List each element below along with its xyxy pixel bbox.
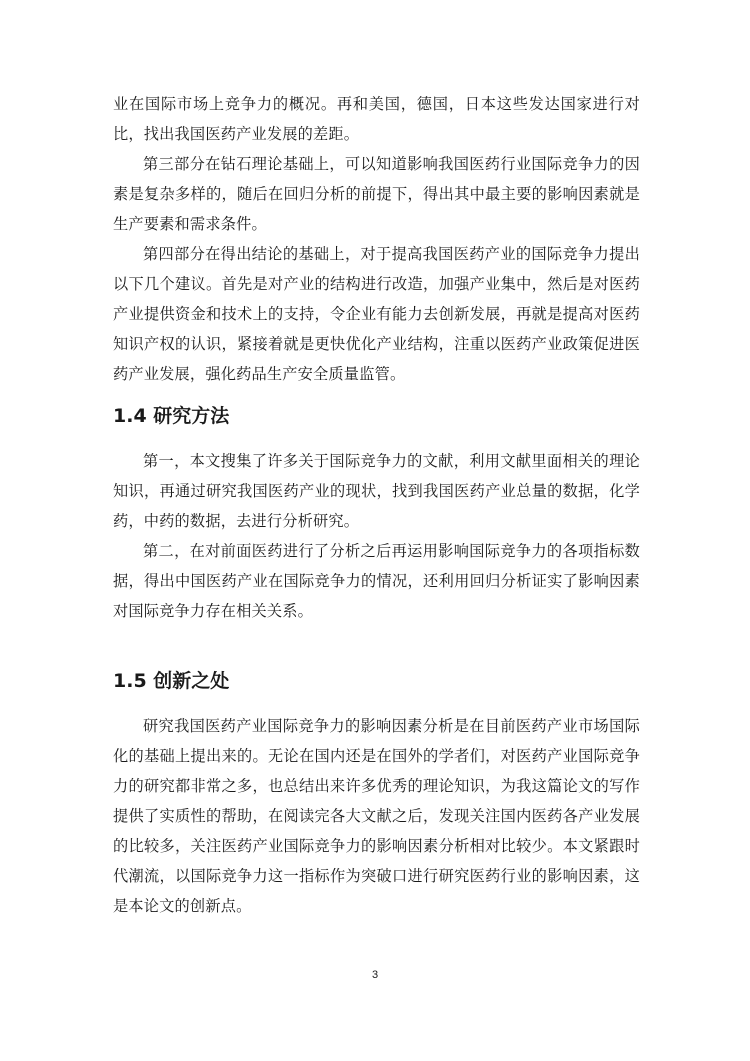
paragraph-part4-summary: 第四部分在得出结论的基础上，对于提高我国医药产业的国际竞争力提出以下几个建议。首先是对产业的结构进行改造，加强产业集中，然后是对医药产业提供资金和技术上的支持，令企业有能力去创新发展，再就是提高对医药知识产权的认识，紧接着就是更快优化产业结构，注重以医药产业政策促进医药产业发展，强化药品生产安全质量监管。	[113, 245, 640, 383]
page-number: 3	[371, 969, 379, 981]
paragraph-part3-summary: 第三部分在钻石理论基础上，可以知道影响我国医药行业国际竞争力的因素是复杂多样的，随后在回归分析的前提下，得出其中最主要的影响因素就是生产要素和需求条件。	[113, 155, 640, 233]
section-heading-innovation: 1.5 创新之处	[113, 670, 230, 692]
paragraph-method-two: 第二，在对前面医药进行了分析之后再运用影响国际竞争力的各项指标数据，得出中国医药产业在国际竞争力的情况，还利用回归分析证实了影响因素对国际竞争力存在相关关系。	[113, 542, 640, 620]
paragraph-part2-summary: 业在国际市场上竞争力的概况。再和美国，德国，日本这些发达国家进行对比，找出我国医药产业发展的差距。	[113, 95, 640, 143]
paragraph-method-one: 第一，本文搜集了许多关于国际竞争力的文献，利用文献里面相关的理论知识，再通过研究我国医药产业的现状，找到我国医药产业总量的数据，化学药，中药的数据，去进行分析研究。	[113, 452, 640, 530]
paragraph-innovation: 研究我国医药产业国际竞争力的影响因素分析是在目前医药产业市场国际化的基础上提出来的。无论在国内还是在国外的学者们，对医药产业国际竞争力的研究都非常之多，也总结出来许多优秀的理论知识，为我这篇论文的写作提供了实质性的帮助，在阅读完各大文献之后，发现关注国内医药各产业发展的比较多，关注医药产业国际竞争力的影响因素分析相对比较少。本文紧跟时代潮流，以国际竞争力这一指标作为突破口进行研究医药行业的影响因素，这是本论文的创新点。	[113, 717, 640, 915]
section-heading-research-methods: 1.4 研究方法	[113, 405, 230, 427]
